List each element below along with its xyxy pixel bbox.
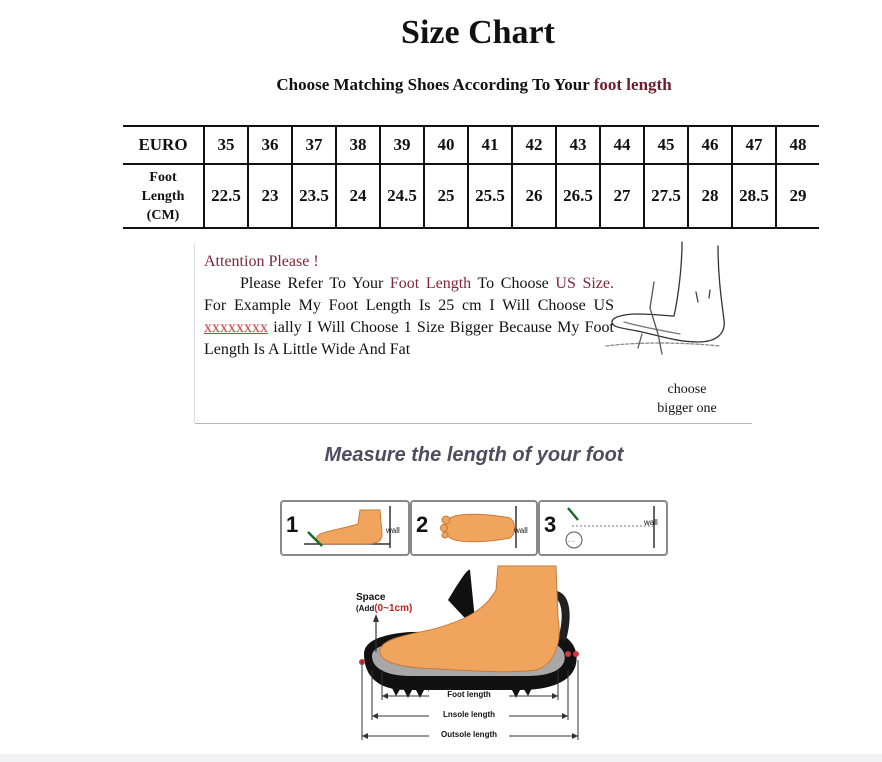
length-cell: 25.5 [468, 164, 512, 228]
attention-heading: Attention Please ! [204, 253, 319, 270]
length-cell: 26.5 [556, 164, 600, 228]
euro-cell: 45 [644, 126, 688, 164]
euro-cell: 36 [248, 126, 292, 164]
length-cell: 28.5 [732, 164, 776, 228]
euro-cell: 48 [776, 126, 819, 164]
space-add [356, 603, 412, 614]
length-cell: 27 [600, 164, 644, 228]
shoe-diagram [350, 560, 590, 750]
euro-cell: 43 [556, 126, 600, 164]
length-cell: 23.5 [292, 164, 336, 228]
illustration-caption [640, 380, 734, 418]
euro-cell: 37 [292, 126, 336, 164]
euro-cell: 39 [380, 126, 424, 164]
euro-cell: 40 [424, 126, 468, 164]
bottom-strip [0, 754, 882, 762]
length-cell: 23 [248, 164, 292, 228]
space-add-prefix: (Add [356, 604, 375, 613]
foot-length-label-line: Foot [149, 169, 177, 185]
measure-heading: Measure the length of your foot [324, 444, 624, 466]
length-cell: 26 [512, 164, 556, 228]
svg-text:- -: - - [568, 539, 574, 545]
subtitle [0, 75, 882, 95]
step-2-box [410, 500, 538, 556]
section-border [194, 243, 195, 423]
length-cell: 27.5 [644, 164, 688, 228]
length-cell: 29 [776, 164, 819, 228]
space-label [356, 592, 412, 614]
subtitle-prefix: Choose Matching Shoes According To Your [276, 75, 594, 94]
attention-text: To Choose [471, 275, 549, 292]
euro-cell: 35 [204, 126, 248, 164]
space-add-value: (0~1cm) [374, 603, 413, 614]
size-table [123, 125, 819, 229]
space-title: Space [356, 592, 386, 603]
foot-length-row [123, 164, 819, 228]
wall-label: wall [644, 518, 658, 527]
page-title: Size Chart [401, 14, 555, 51]
wall-label: wall [386, 526, 400, 535]
length-cell: 24 [336, 164, 380, 228]
step-number: 3 [544, 512, 557, 537]
step-3-box [538, 500, 668, 556]
euro-cell: 44 [600, 126, 644, 164]
attention-text: Please Refer To Your [240, 275, 390, 292]
euro-cell: 38 [336, 126, 380, 164]
outsole-length-caption: Outsole length [429, 730, 509, 739]
foot-length-label-line: (CM) [146, 207, 180, 223]
foot-sketch-illustration [598, 238, 738, 388]
attention-note [204, 251, 614, 361]
insole-length-caption: Lnsole length [429, 710, 509, 719]
measure-icon [558, 504, 662, 550]
caption-line: bigger one [657, 401, 717, 416]
euro-cell: 41 [468, 126, 512, 164]
euro-row [123, 126, 819, 164]
foot-length-caption: Foot length [429, 690, 509, 699]
euro-cell: 47 [732, 126, 776, 164]
length-cell: 24.5 [380, 164, 424, 228]
caption-line: choose [667, 382, 707, 397]
euro-label: EURO [123, 126, 204, 164]
masked-text: xxxxxxxx [204, 319, 268, 336]
subtitle-highlight: foot length [593, 75, 672, 94]
us-size-highlight: US Size. [555, 275, 614, 292]
wall-label: wall [514, 526, 528, 535]
length-cell: 22.5 [204, 164, 248, 228]
length-cell: 25 [424, 164, 468, 228]
length-cell: 28 [688, 164, 732, 228]
foot-length-label-line: Length [141, 188, 185, 204]
step-1-box [280, 500, 410, 556]
euro-cell: 46 [688, 126, 732, 164]
attention-text: For Example My Foot Length Is 25 cm I Will Choose US [204, 297, 614, 314]
step-number: 1 [286, 512, 299, 537]
attention-body [204, 273, 614, 361]
foot-length-highlight: Foot Length [389, 275, 472, 292]
euro-cell: 42 [512, 126, 556, 164]
foot-length-label [123, 164, 204, 228]
attention-text: ially I Will Choose 1 Size Bigger Because My Foot Length Is A Little Wide And Fat [204, 319, 614, 358]
divider [195, 423, 752, 424]
step-number: 2 [416, 512, 429, 537]
